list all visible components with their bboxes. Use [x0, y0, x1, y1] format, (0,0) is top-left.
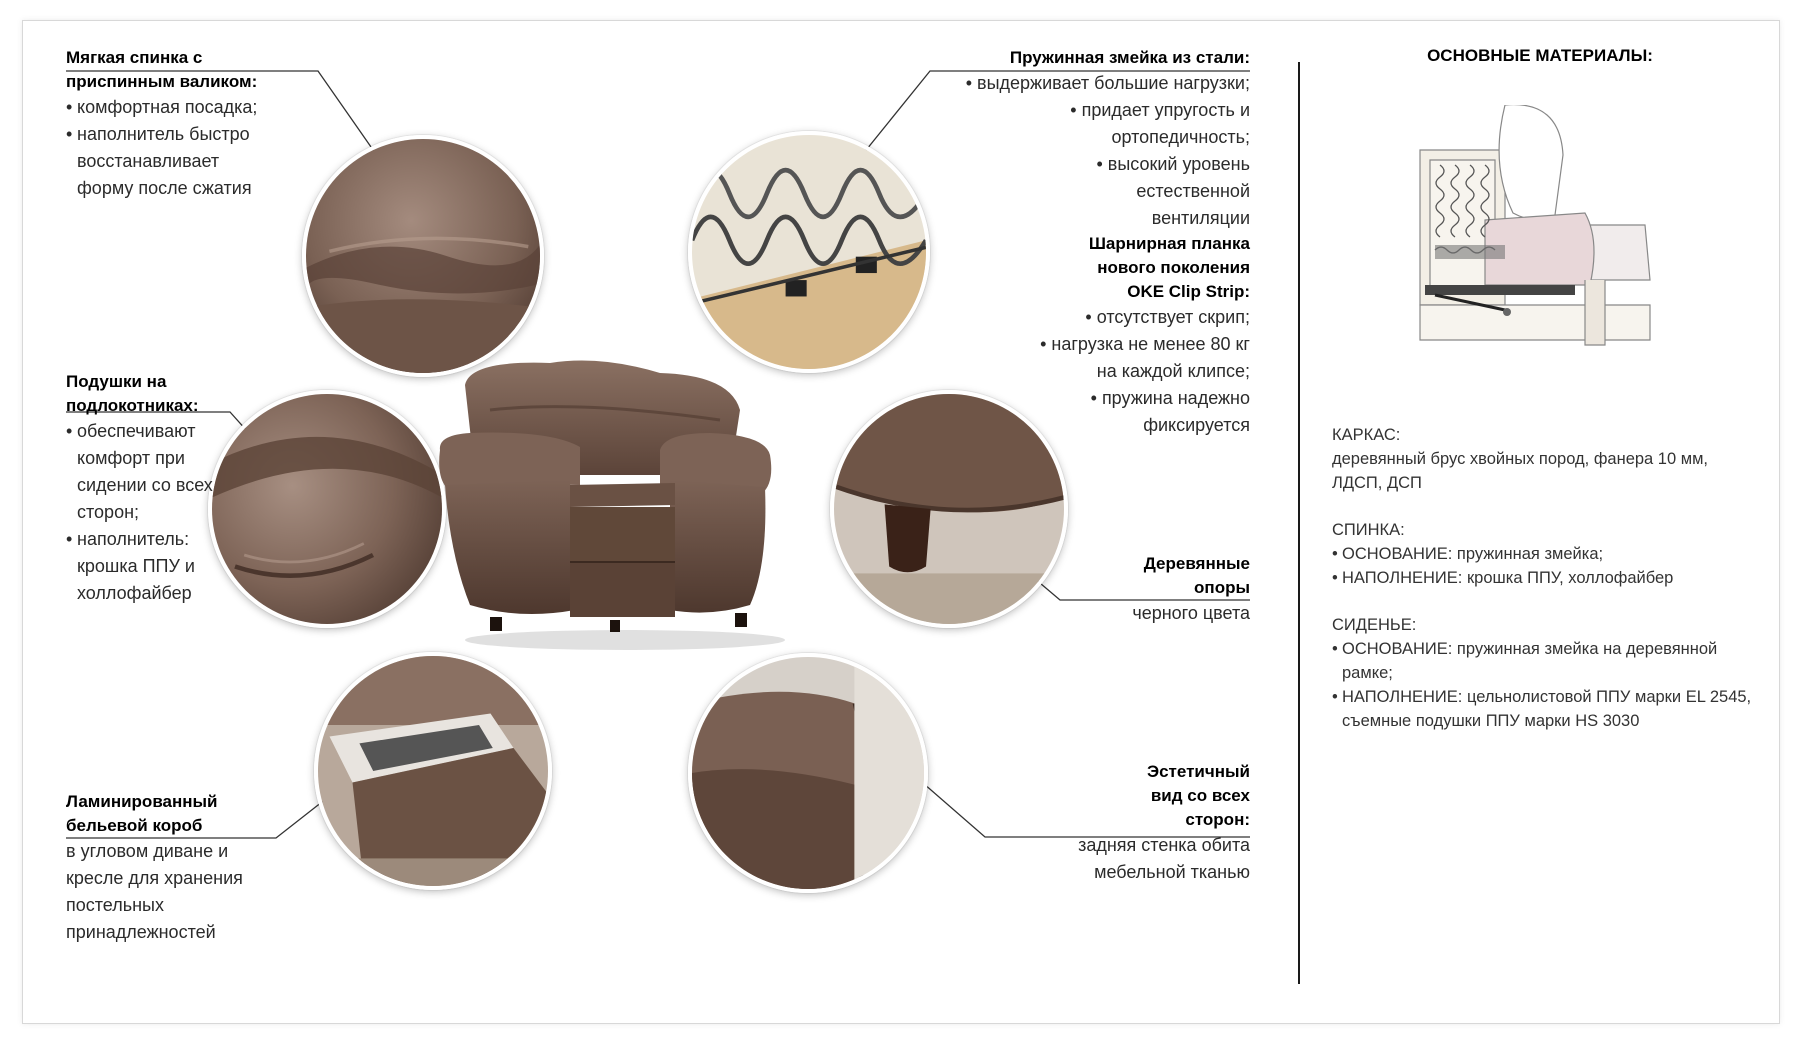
materials-back-item: • ОСНОВАНИЕ: пружинная змейка;	[1332, 542, 1762, 566]
materials-seat-item: • ОСНОВАНИЕ: пружинная змейка на деревянной рамке;	[1332, 637, 1762, 685]
back-wall-image	[692, 657, 924, 889]
armchair-image	[430, 355, 810, 655]
callout-spring-item: • высокий уровень естественной вентиляции	[1040, 151, 1250, 232]
callout-storage-box-text: в угловом диване и кресле для хранения постельных принадлежностей	[66, 841, 243, 942]
callout-legs-title: Деревянные опоры	[1143, 554, 1250, 597]
detail-bubble-backrest	[302, 135, 544, 377]
materials-seat-item: • НАПОЛНЕНИЕ: цельнолистовой ППУ марки EL 2545, съемные подушки ППУ марки HS 3030	[1332, 685, 1762, 733]
vertical-divider	[1298, 62, 1300, 984]
materials-back-item: • НАПОЛНЕНИЕ: крошка ППУ, холлофайбер	[1332, 566, 1762, 590]
callout-aesthetic-title: Эстетичный вид со всех сторон:	[1147, 762, 1250, 829]
callout-backrest-item: • комфортная посадка;	[66, 94, 306, 121]
callout-legs	[1050, 552, 1250, 627]
callout-legs-text: черного цвета	[1132, 603, 1250, 623]
callout-spring-title: Пружинная змейка из стали:	[1009, 48, 1250, 67]
callout-aesthetic-text: задняя стенка обита мебельной тканью	[1078, 835, 1250, 882]
callout-spring-item: • придает упругость и ортопедичность;	[1040, 97, 1250, 151]
materials-frame-section	[1332, 423, 1762, 495]
callout-armrest-item: • наполнитель: крошка ППУ и холлофайбер	[66, 526, 226, 607]
callout-clip-item: • отсутствует скрип;	[940, 304, 1250, 331]
callout-armrest-title: Подушки на подлокотниках:	[66, 372, 199, 415]
detail-bubble-storage-box	[314, 652, 552, 890]
armrest-cushion-image	[212, 394, 442, 624]
detail-bubble-armrest	[208, 390, 446, 628]
spring-image	[692, 135, 926, 369]
materials-list	[1332, 423, 1762, 756]
materials-back-label: СПИНКА:	[1332, 521, 1405, 539]
materials-title: ОСНОВНЫЕ МАТЕРИАЛЫ:	[1427, 46, 1653, 65]
callout-armrest	[66, 370, 226, 607]
materials-seat-label: СИДЕНЬЕ:	[1332, 616, 1417, 634]
callout-backrest	[66, 46, 306, 202]
callout-armrest-item: • обеспечивают комфорт при сидении со всех сторон;	[66, 418, 226, 526]
callout-storage-box-title: Ламинированный бельевой короб	[66, 792, 218, 835]
callout-backrest-title: Мягкая спинка с приспинным валиком:	[66, 48, 258, 91]
materials-frame-text: деревянный брус хвойных пород, фанера 10 мм, ЛДСП, ДСП	[1332, 450, 1709, 492]
callout-spring	[940, 46, 1250, 439]
callout-backrest-item: • наполнитель быстро восстанавливает форму после сжатия	[66, 121, 267, 202]
materials-frame-label: КАРКАС:	[1332, 426, 1401, 444]
backrest-leather-image	[306, 139, 540, 373]
detail-bubble-spring	[688, 131, 930, 373]
callout-spring-item: • выдерживает большие нагрузки;	[940, 70, 1250, 97]
materials-back-section	[1332, 518, 1762, 590]
construction-diagram	[1395, 105, 1685, 370]
storage-box-image	[318, 656, 548, 886]
callout-storage-box	[66, 790, 266, 946]
materials-seat-section	[1332, 613, 1762, 733]
callout-clip-title: Шарнирная планка нового поколения OKE Clip Strip:	[1088, 234, 1250, 301]
callout-aesthetic	[1070, 760, 1250, 886]
callout-clip-item: • пружина надежно фиксируется	[1060, 385, 1250, 439]
callout-clip-item: • нагрузка не менее 80 кг на каждой клипсе;	[1040, 331, 1250, 385]
detail-bubble-back-wall	[688, 653, 928, 893]
